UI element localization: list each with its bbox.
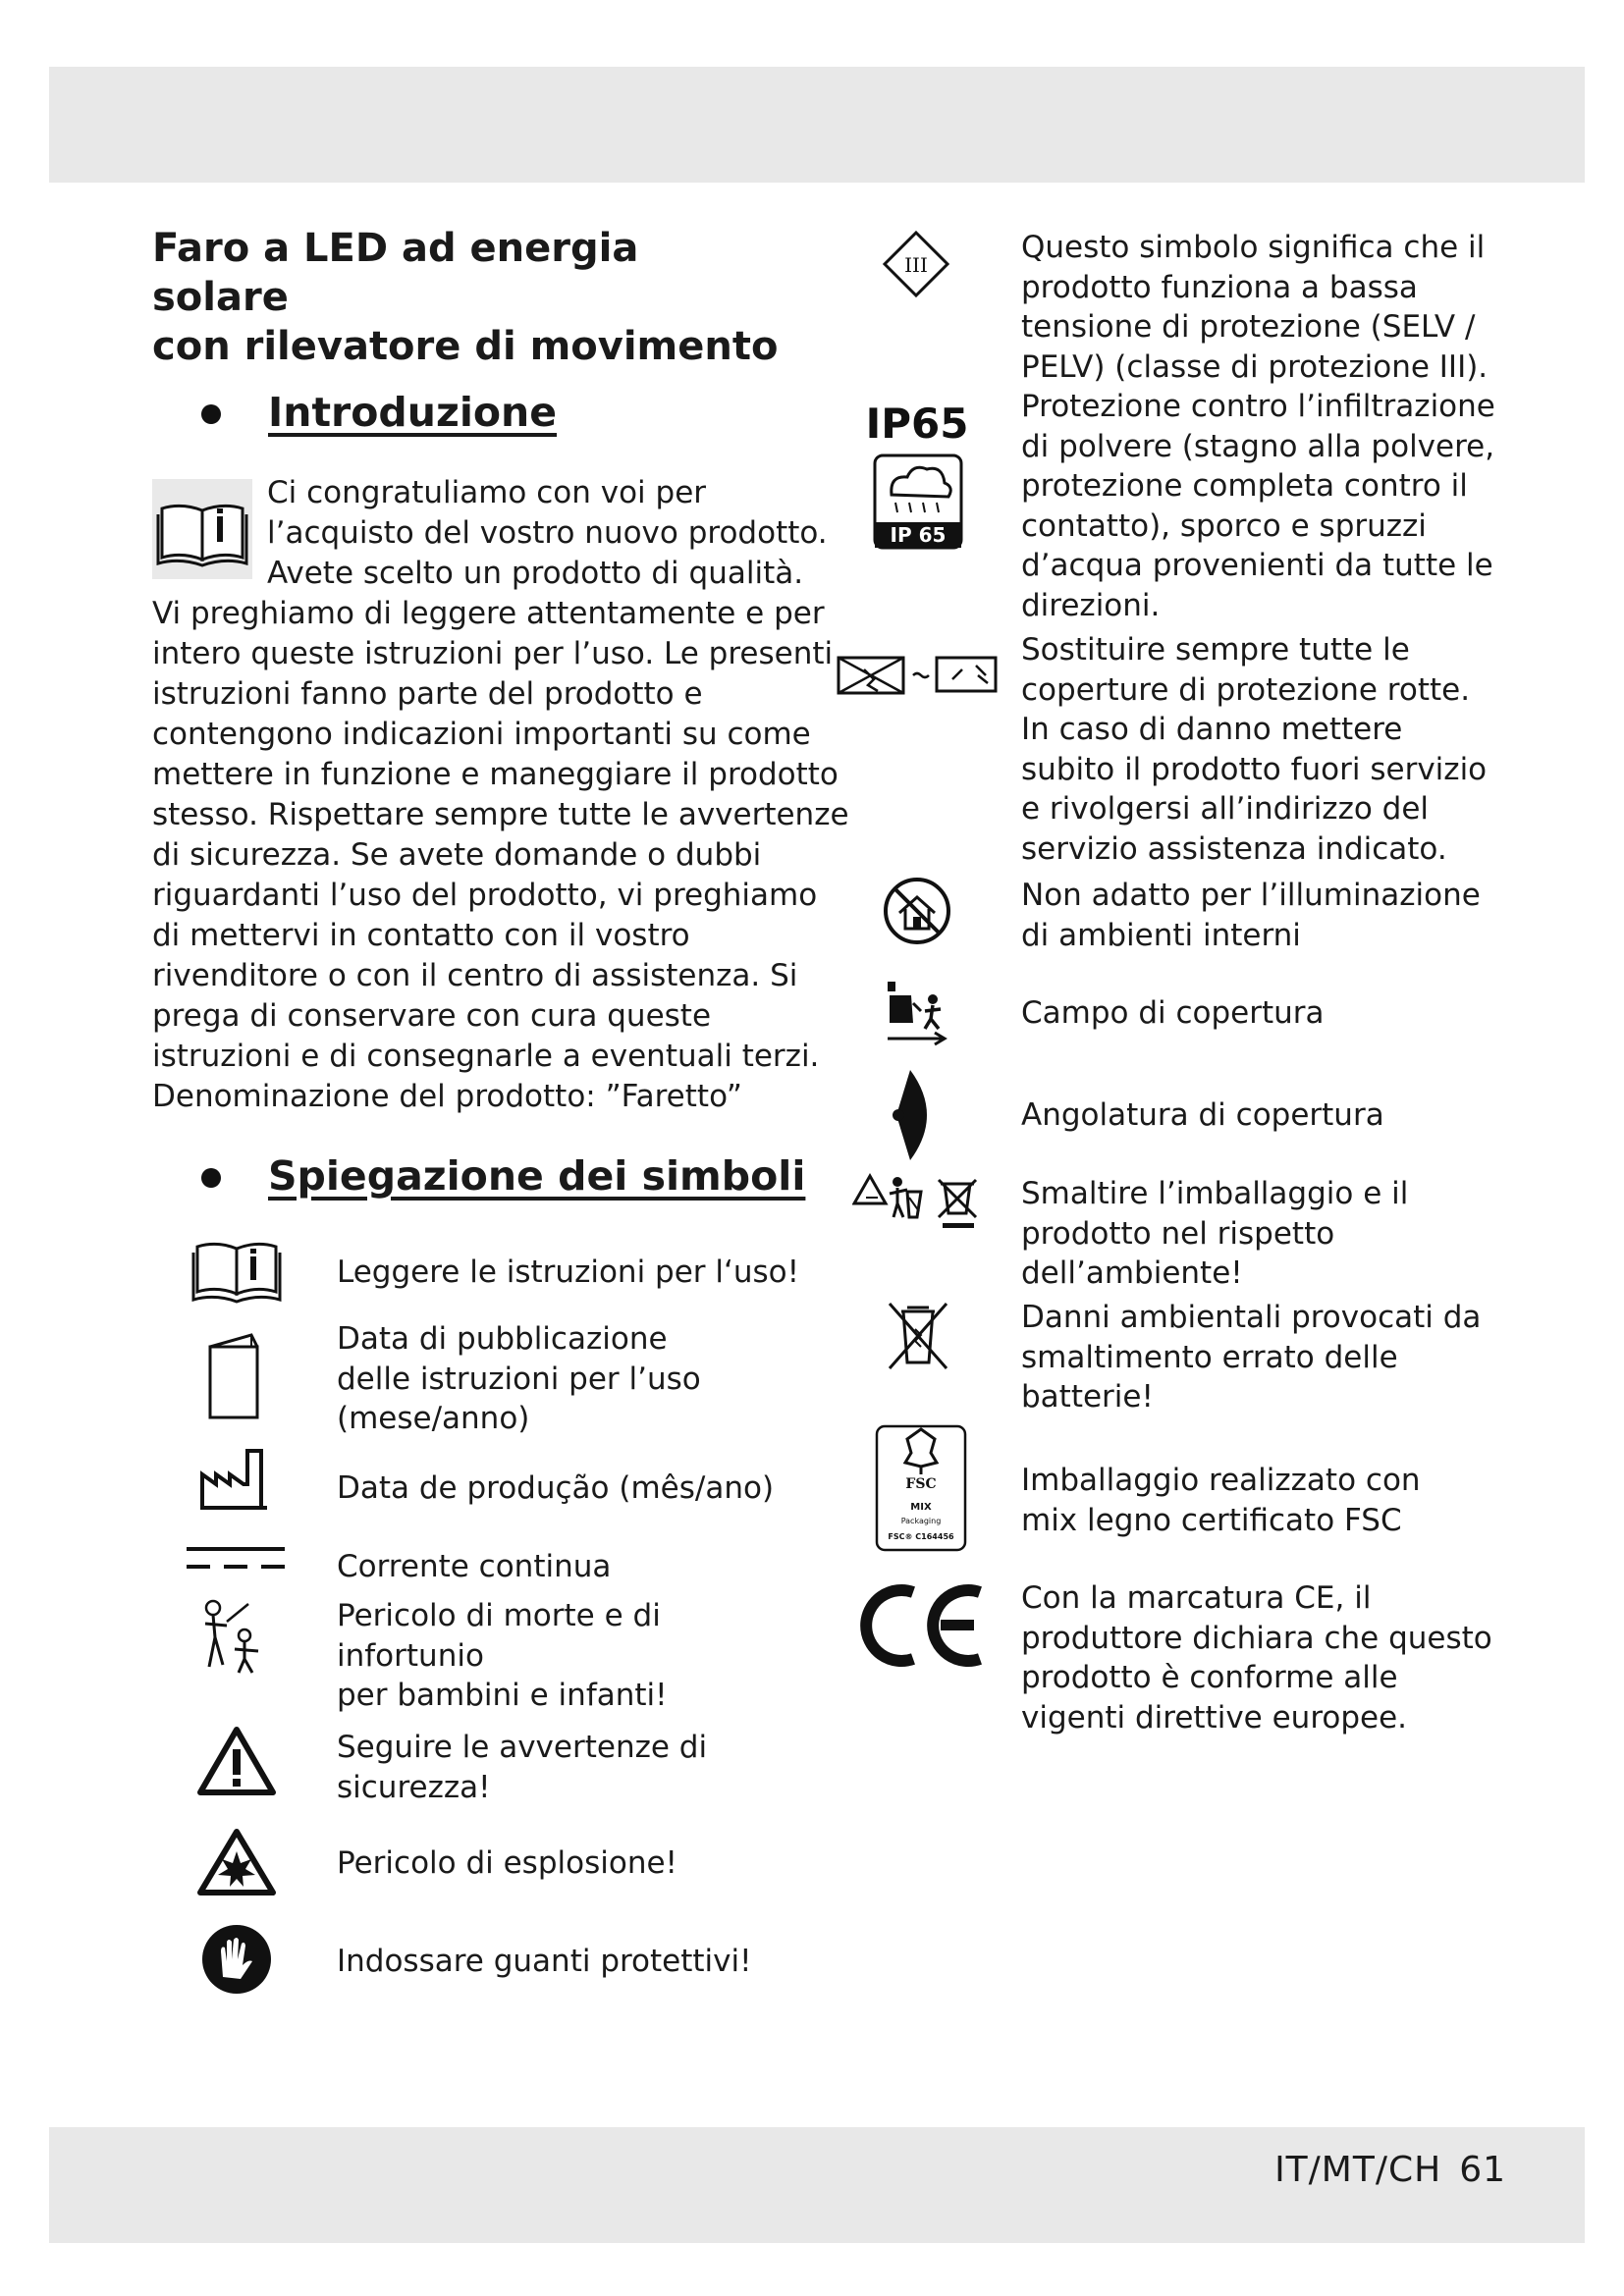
symbol-text-protection-class: Questo simbolo significa che il prodotto funziona a bassa tensione di protezione (SELV / PELV) (classe di protezione III). <box>1021 230 1489 385</box>
intro-body: Vi preghiamo di leggere attentamente e per intero queste istruzioni per l’uso. Le presenti istruzioni fanno parte del prodotto e contengono indicazioni importanti su come mettere in funzione e maneggiare il prodotto stesso. Rispettare sempre tutte le avvertenze di sicurezza. Se avete domande o dubbi riguardanti l’uso del prodotto, vi preghiamo di mettervi in contatto con il vostro rivenditore o con il centro di assistenza. Si prega di conservare con cura queste istruzioni e di consegnarle a eventuali terzi. Denominazione del prodotto: ”Faretto” <box>152 596 849 1114</box>
recycling-icon <box>852 1172 986 1235</box>
fsc-icon <box>874 1423 968 1553</box>
symbol-text-booklet: Data di pubblicazione delle istruzioni per l’uso (mese/anno) <box>337 1321 701 1436</box>
ip65-label: IP65 <box>865 400 969 448</box>
battery-disposal-icon <box>888 1302 948 1370</box>
symbol-text-recycling: Smaltire l’imballaggio e il prodotto nel rispetto dell’ambiente! <box>1021 1176 1409 1291</box>
explosion-icon <box>196 1828 277 1896</box>
protection-class-label: III <box>904 253 928 277</box>
bullet-icon <box>201 404 221 424</box>
symbol-text-direct-current: Corrente continua <box>337 1549 612 1584</box>
read-manual-icon <box>191 1235 282 1306</box>
protection-class-iii-icon <box>882 230 950 298</box>
symbol-text-read-manual: Leggere le istruzioni per l‘uso! <box>337 1255 800 1290</box>
detection-range-icon <box>884 980 950 1048</box>
symbol-text-broken-cover: Sostituire sempre tutte le coperture di protezione rotte. In caso di danno mettere subito il prodotto fuori servizio e rivolgersi all’indirizzo del servizio assistenza indicato. <box>1021 632 1488 867</box>
page-number: 61 <box>1459 2150 1506 2190</box>
symbol-text-fsc: Imballaggio realizzato con mix legno certificato FSC <box>1021 1463 1421 1538</box>
symbol-text-factory: Data de produção (mês/ano) <box>337 1470 775 1506</box>
fsc-logo-label: FSC <box>905 1476 937 1492</box>
symbol-text-no-indoor: Non adatto per l’illuminazione di ambienti interni <box>1021 878 1481 953</box>
bullet-icon <box>201 1168 221 1188</box>
symbol-text-ce-mark: Con la marcatura CE, il produttore dichiara che questo prodotto è conforme alle vigenti direttive europee. <box>1021 1580 1492 1735</box>
ip65-icon <box>862 397 972 552</box>
ce-mark-icon <box>856 1578 990 1673</box>
booklet-icon <box>206 1333 265 1421</box>
broken-cover-icon <box>835 652 1000 697</box>
header-band <box>49 67 1585 183</box>
symbol-text-battery-disposal: Danni ambientali provocati da smaltimento errato delle batterie! <box>1021 1300 1482 1415</box>
child-danger-icon <box>201 1598 270 1677</box>
no-indoor-icon <box>882 876 952 946</box>
warning-triangle-icon <box>196 1726 277 1796</box>
page-footer <box>1274 2150 1506 2190</box>
read-manual-icon <box>152 479 252 579</box>
intro-lead: Ci congratuliamo con voi per l’acquisto del vostro nuovo prodotto. Avete scelto un prodotto di qualità. <box>267 475 828 591</box>
region-code: IT/MT/CH <box>1274 2150 1442 2190</box>
document-title: Faro a LED ad energia solare con rilevatore di movimento <box>152 226 779 369</box>
gloves-icon <box>199 1922 274 1997</box>
ip65-badge-label: IP 65 <box>890 523 947 547</box>
fsc-mix-label: MIX <box>910 1502 932 1513</box>
detection-angle-icon <box>889 1068 944 1162</box>
factory-icon <box>198 1447 271 1512</box>
symbol-text-detection-angle: Angolatura di copertura <box>1021 1097 1384 1133</box>
fsc-packaging-label: Packaging <box>900 1517 942 1525</box>
fsc-code-label: FSC® C164456 <box>888 1532 954 1541</box>
symbol-text-gloves: Indossare guanti protettivi! <box>337 1944 752 1979</box>
symbol-text-detection-range: Campo di copertura <box>1021 995 1325 1031</box>
symbol-text-explosion: Pericolo di esplosione! <box>337 1845 677 1881</box>
symbol-text-ip65: Protezione contro l’infiltrazione di polvere (stagno alla polvere, protezione completa contro il contatto), sporco e spruzzi d’acqua provenienti da tutte le direzioni. <box>1021 389 1495 623</box>
symbol-text-warning: Seguire le avvertenze di sicurezza! <box>337 1730 708 1805</box>
direct-current-icon <box>185 1543 287 1573</box>
symbol-text-child-danger: Pericolo di morte e di infortunio per bambini e infanti! <box>337 1598 668 1713</box>
